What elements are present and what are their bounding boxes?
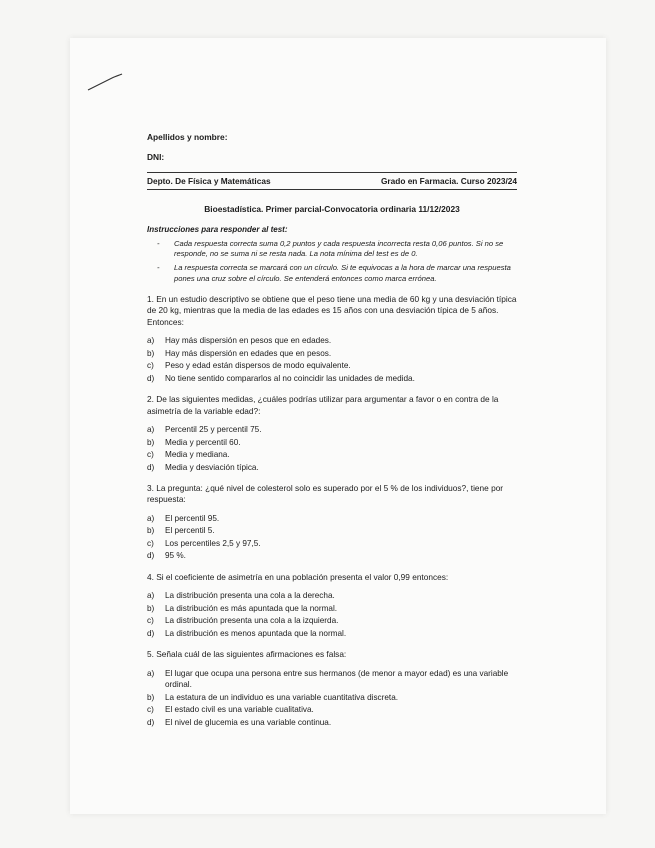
option-a[interactable]: a) La distribución presenta una cola a la derecha. xyxy=(147,591,335,601)
option-b[interactable]: b) Media y percentil 60. xyxy=(147,437,241,447)
question-4 xyxy=(147,572,517,639)
option-c[interactable]: c) Los percentiles 2,5 y 97,5. xyxy=(147,538,261,548)
degree-label: Grado en Farmacia. Curso 2023/24 xyxy=(380,175,517,186)
option-d[interactable]: d) Media y desviación típica. xyxy=(147,462,259,472)
option-d[interactable]: d) 95 %. xyxy=(147,551,186,561)
option-d[interactable]: d) La distribución es menos apuntada que la normal. xyxy=(147,628,347,638)
options-list xyxy=(147,590,517,639)
option-c[interactable]: c) Peso y edad están dispersos de modo equivalente. xyxy=(147,361,351,371)
option-d[interactable]: d) El nivel de glucemia es una variable continua. xyxy=(147,717,332,727)
option-b[interactable]: b) El percentil 5. xyxy=(147,526,215,536)
department-label: Depto. De Física y Matemáticas xyxy=(147,175,271,186)
option-a[interactable]: a) El lugar que ocupa una persona entre sus hermanos (de menor a mayor edad) es una variable ordinal. xyxy=(147,668,509,690)
options-list xyxy=(147,335,517,384)
instruction-item: - Cada respuesta correcta suma 0,2 puntos y cada respuesta incorrecta resta 0,06 puntos. Si no se responde, no se suma ni se resta nada. La nota mínima del test es de 0. xyxy=(157,238,504,259)
question-text: 2. De las siguientes medidas, ¿cuáles podrías utilizar para argumentar a favor o en contra de la asimetría de la variable edad?: xyxy=(147,394,499,416)
option-a[interactable]: a) El percentil 95. xyxy=(147,513,220,523)
option-d[interactable]: d) No tiene sentido compararlos al no coincidir las unidades de medida. xyxy=(147,373,415,383)
options-list xyxy=(147,513,517,562)
option-a[interactable]: a) Percentil 25 y percentil 75. xyxy=(147,425,262,435)
exam-title: Bioestadística. Primer parcial-Convocatoria ordinaria 11/12/2023 xyxy=(204,203,460,214)
name-field-label: Apellidos y nombre: xyxy=(147,132,228,142)
question-text: 4. Si el coeficiente de asimetría en una población presenta el valor 0,99 entonces: xyxy=(147,571,449,582)
option-b[interactable]: b) Hay más dispersión en edades que en pesos. xyxy=(147,348,332,358)
option-b[interactable]: b) La estatura de un individuo es una variable cuantitativa discreta. xyxy=(147,692,399,702)
dni-field-label: DNI: xyxy=(147,151,165,162)
options-list xyxy=(147,424,517,473)
option-a[interactable]: a) Hay más dispersión en pesos que en edades. xyxy=(147,336,332,346)
question-1 xyxy=(147,294,517,384)
instruction-item: - La respuesta correcta se marcará con un círculo. Si te equivocas a la hora de marcar una respuesta pones una cruz sobre el círculo. Se entenderá entonces como marca errónea. xyxy=(157,263,511,283)
option-c[interactable]: c) La distribución presenta una cola a la izquierda. xyxy=(147,616,339,626)
instructions-list xyxy=(147,239,517,284)
instructions-title: Instrucciones para responder al test: xyxy=(147,224,288,234)
question-text: 5. Señala cuál de las siguientes afirmaciones es falsa: xyxy=(147,649,347,660)
question-text: 1. En un estudio descriptivo se obtiene que el peso tiene una media de 60 kg y una desviación típica de 20 kg, mientras que la media de las edades es 15 años con una desviación típica de 5 años. Entonces: xyxy=(147,293,517,327)
options-list xyxy=(147,668,517,728)
question-5 xyxy=(147,649,517,728)
header-rule-bottom xyxy=(147,189,517,190)
header-row xyxy=(147,173,517,189)
exam-content xyxy=(147,128,517,729)
question-3 xyxy=(147,483,517,562)
option-c[interactable]: c) Media y mediana. xyxy=(147,450,230,460)
option-c[interactable]: c) El estado civil es una variable cualitativa. xyxy=(147,705,314,715)
pen-mark xyxy=(86,70,126,94)
question-text: 3. La pregunta: ¿qué nivel de colesterol solo es superado por el 5 % de los individuos?, tiene por respuesta: xyxy=(147,483,504,505)
option-b[interactable]: b) La distribución es más apuntada que la normal. xyxy=(147,603,338,613)
question-2 xyxy=(147,394,517,473)
